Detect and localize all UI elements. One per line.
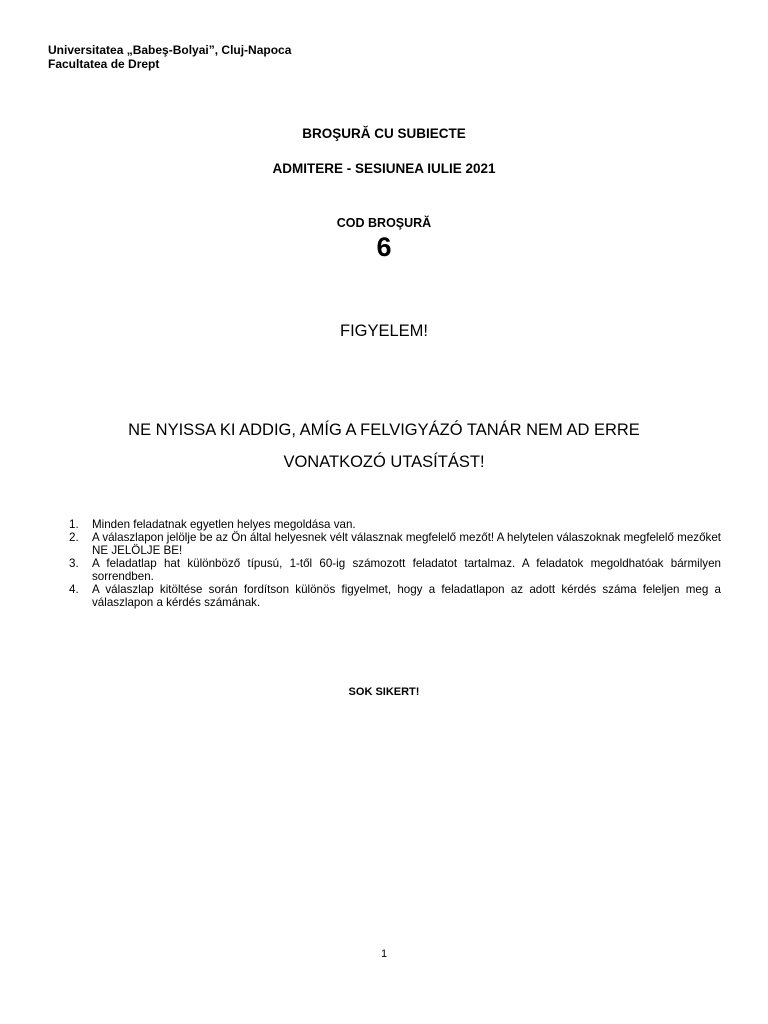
- list-item-text: A feladatlap hat különböző típusú, 1-től 60-ig számozott feladatot tartalmaz. A feladatok megoldhatóak bármilyen sorrendben.: [92, 557, 721, 583]
- list-item-text: Minden feladatnak egyetlen helyes megoldása van.: [92, 518, 356, 531]
- warning-heading: FIGYELEM!: [339, 322, 429, 340]
- instructions-list: [63, 518, 721, 609]
- list-item: [63, 557, 721, 583]
- booklet-code-label: COD BROŞURĂ: [336, 216, 432, 230]
- institution-header: [48, 43, 291, 71]
- warning-line-2: VONATKOZÓ UTASÍTÁST!: [283, 453, 485, 471]
- university-name: Universitatea „Babeş-Bolyai”, Cluj-Napoca: [48, 43, 292, 57]
- list-item: [63, 583, 721, 609]
- closing-message: SOK SIKERT!: [348, 686, 420, 698]
- list-item: [63, 531, 721, 557]
- booklet-code-value: 6: [376, 232, 392, 262]
- faculty-name: Facultatea de Drept: [48, 57, 160, 71]
- page-number: 1: [380, 948, 388, 960]
- list-item-text: A válaszlap kitöltése során fordítson különös figyelmet, hogy a feladatlapon az adott kérdés száma feleljen meg a válaszlapon a kérdés számának.: [92, 583, 721, 609]
- list-item-number: 1.: [69, 518, 79, 531]
- list-item-number: 3.: [69, 557, 79, 570]
- list-item-number: 4.: [69, 583, 79, 596]
- warning-line-1: NE NYISSA KI ADDIG, AMÍG A FELVIGYÁZÓ TANÁR NEM AD ERRE: [128, 421, 640, 439]
- list-item-text: A válaszlapon jelölje be az Ön által helyesnek vélt válasznak megfelelő mezőt! A helytelen válaszoknak megfelelő mezőket NE JELÖLJE BE!: [92, 531, 721, 557]
- document-title: BROŞURĂ CU SUBIECTE: [302, 126, 466, 141]
- list-item-number: 2.: [69, 531, 79, 544]
- list-item: [63, 518, 721, 531]
- session-title: ADMITERE - SESIUNEA IULIE 2021: [272, 161, 496, 176]
